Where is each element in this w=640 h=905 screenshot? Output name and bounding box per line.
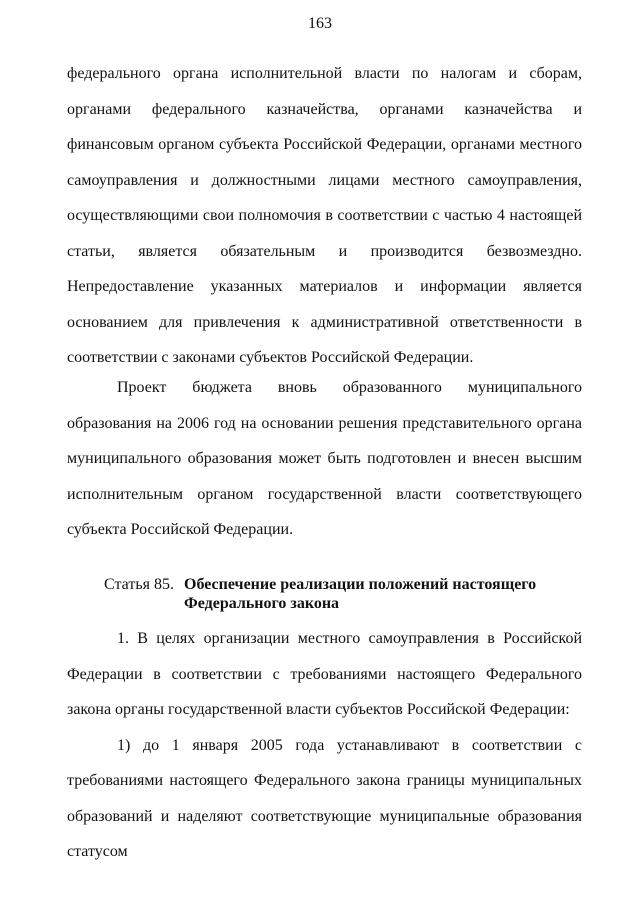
article-number: Статья 85.: [104, 576, 174, 593]
body-text-middle: [67, 370, 582, 548]
page-number: 163: [308, 15, 332, 32]
body-text-article: [67, 621, 582, 870]
article-title: Обеспечение реализации положений настоящего Федерального закона: [184, 576, 537, 612]
paragraph-continuation: федерального органа исполнительной власти по налогам и сборам, органами федерального казначейства, органами казначейства и финансовым органом субъекта Российской Федерации, органами местного самоуправления и должностными лицами местного самоуправления, осуществляющими свои полномочия в соответствии с частью 4 настоящей статьи, является обязательным и производится безвозмездно. Непредоставление указанных материалов и информации является основанием для привлечения к административной ответственности в соответствии с законами субъектов Российской Федерации.: [67, 65, 582, 366]
paragraph-subpoint-1: 1) до 1 января 2005 года устанавливают в соответствии с требованиями настоящего Федерального закона границы муниципальных образований и наделяют соответствующие муниципальные образования статусом: [67, 736, 582, 860]
body-text-top: [67, 56, 582, 376]
paragraph-point-1: 1. В целях организации местного самоуправления в Российской Федерации в соответствии с требованиями настоящего Федерального закона органы государственной власти субъектов Российской Федерации:: [67, 630, 582, 718]
paragraph-project-budget: Проект бюджета вновь образованного муниципального образования на 2006 год на основании решения представительного органа муниципального образования может быть подготовлен и внесен высшим исполнительным органом государственной власти соответствующего субъекта Российской Федерации.: [67, 379, 582, 538]
article-heading: [104, 575, 584, 613]
